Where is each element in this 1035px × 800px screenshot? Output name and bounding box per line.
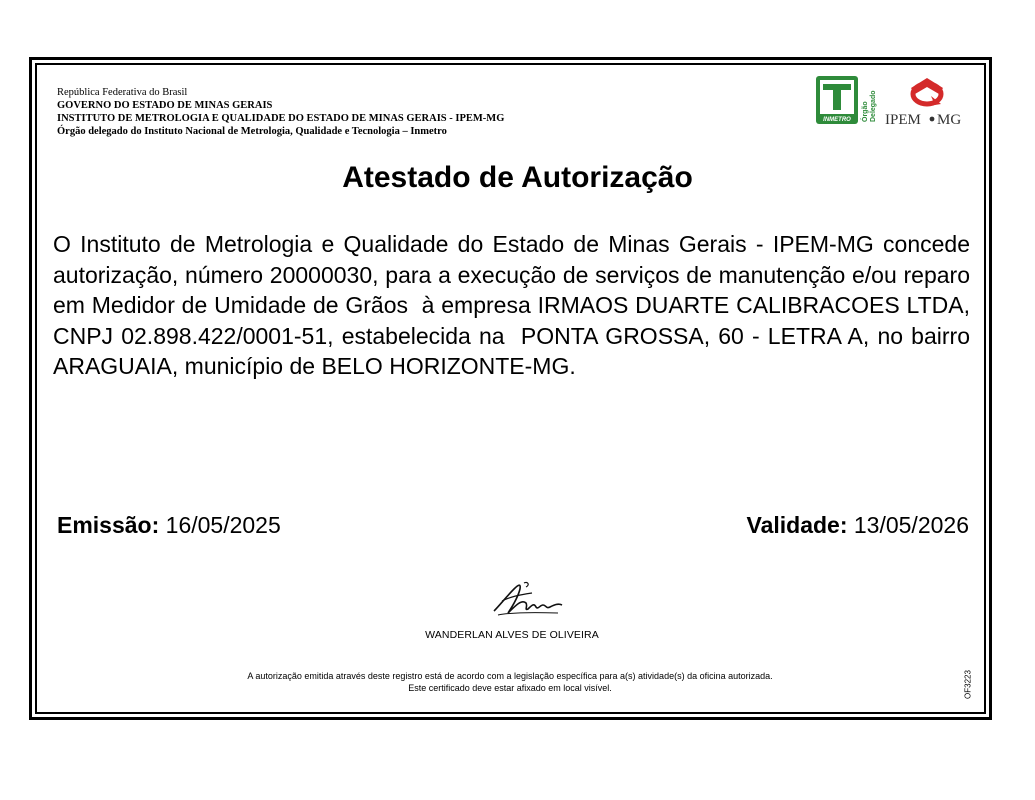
issue-date-value: 16/05/2025 (165, 512, 281, 538)
body-line-2: concede autorização, número 20000030, para a execução de serviços de (53, 231, 977, 288)
inmetro-logo-icon (816, 76, 858, 124)
validity-date-label: Validade: (746, 512, 848, 538)
footer-line-1: A autorização emitida através deste registro está de acordo com a legislação específica para a(s) atividade(s) da oficina autorizada. (247, 671, 773, 681)
ipem-mg-logo-icon (885, 78, 961, 128)
legal-footer (0, 671, 1020, 694)
authorization-body (53, 229, 977, 382)
ipem-text: IPEM (885, 112, 921, 128)
issue-date-label: Emissão: (57, 512, 160, 538)
logos (815, 74, 975, 130)
issuer-header (57, 86, 757, 138)
header-republica: República Federativa do Brasil (57, 87, 188, 98)
body-line-3: manutenção e/ou reparo em Medidor de Umidade de Grãos à empresa (53, 261, 977, 318)
body-line-4: IRMAOS DUARTE CALIBRACOES LTDA, CNPJ 02.898.422/0001-51, (53, 292, 977, 349)
header-orgao-delegado: Órgão delegado do Instituto Nacional de Metrologia, Qualidade e Tecnologia – Inmetro (57, 126, 447, 137)
validity-date (747, 512, 970, 539)
mg-text: MG (937, 112, 962, 128)
orgao-delegado-label (860, 90, 877, 122)
issue-date (57, 512, 281, 539)
signature-icon (488, 575, 568, 621)
document-title: Atestado de Autorização (342, 161, 693, 194)
footer-line-2: Este certificado deve estar afixado em local visível. (408, 682, 612, 693)
form-code: OF3223 (963, 670, 973, 699)
signer-name: WANDERLAN ALVES DE OLIVEIRA (425, 629, 599, 641)
body-line-6: município de BELO HORIZONTE-MG. (184, 353, 576, 379)
body-line-5: estabelecida na PONTA GROSSA, 60 - LETRA A, no bairro ARAGUAIA, (53, 322, 976, 379)
header-instituto: INSTITUTO DE METROLOGIA E QUALIDADE DO ESTADO DE MINAS GERAIS - IPEM-MG (57, 113, 505, 124)
body-line-1: O Instituto de Metrologia e Qualidade do Estado de Minas Gerais - IPEM-MG (53, 231, 874, 257)
validity-date-value: 13/05/2026 (853, 512, 969, 538)
header-governo: GOVERNO DO ESTADO DE MINAS GERAIS (57, 100, 273, 111)
delegado-text: Delegado (870, 90, 877, 122)
orgao-text: Órgão (862, 101, 869, 122)
inmetro-label: INMETRO (823, 117, 851, 123)
